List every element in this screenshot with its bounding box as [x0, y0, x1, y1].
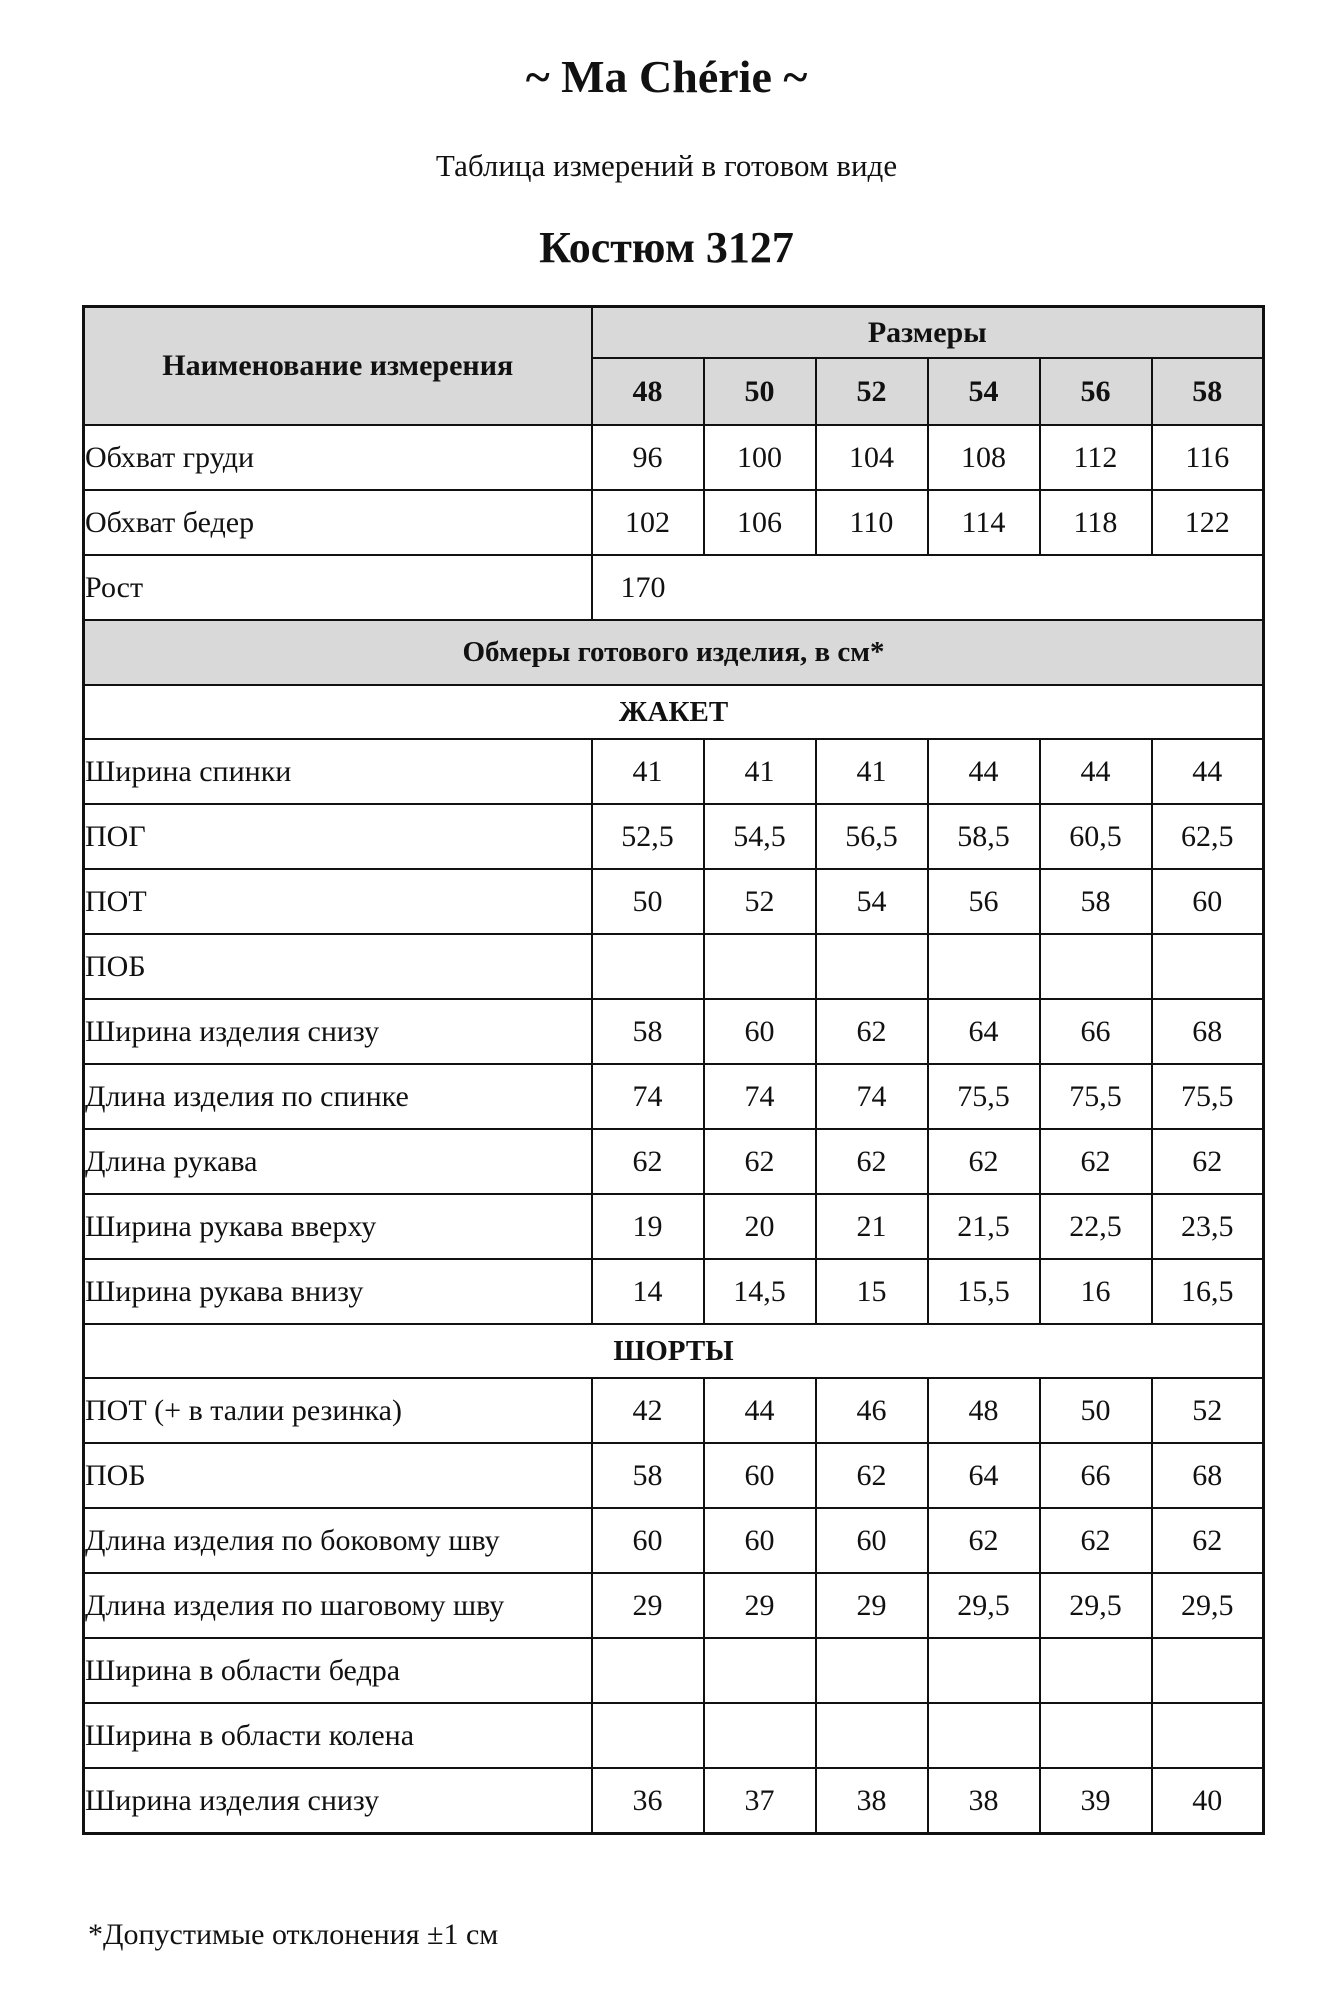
- cell-value: [1152, 934, 1264, 999]
- section-header-row: [84, 620, 1264, 685]
- cell-value: 75,5: [1152, 1064, 1264, 1129]
- cell-value: 21,5: [928, 1194, 1040, 1259]
- cell-value: 62: [928, 1508, 1040, 1573]
- row-label: ПОТ: [84, 869, 592, 934]
- table-row: [84, 1259, 1264, 1324]
- table-row: [84, 1378, 1264, 1443]
- size-header: 58: [1152, 358, 1264, 425]
- cell-value: 60: [1152, 869, 1264, 934]
- brand-title: ~ Ma Chérie ~: [525, 51, 808, 102]
- cell-value: 44: [704, 1378, 816, 1443]
- cell-value: 42: [592, 1378, 704, 1443]
- cell-value: 114: [928, 490, 1040, 555]
- cell-value: 62: [1152, 1508, 1264, 1573]
- footnote: *Допустимые отклонения ±1 см: [88, 1918, 499, 1951]
- cell-value: 23,5: [1152, 1194, 1264, 1259]
- cell-value: 108: [928, 425, 1040, 490]
- row-label: ПОБ: [84, 934, 592, 999]
- group-header-row: [84, 685, 1264, 739]
- cell-value: 29: [704, 1573, 816, 1638]
- row-label: Ширина рукава внизу: [84, 1259, 592, 1324]
- cell-value: 29: [816, 1573, 928, 1638]
- cell-value: 60: [704, 1508, 816, 1573]
- cell-value: 60: [704, 999, 816, 1064]
- cell-value: [816, 934, 928, 999]
- cell-value: 14,5: [704, 1259, 816, 1324]
- size-chart-table: [82, 305, 1265, 1835]
- cell-value: 74: [704, 1064, 816, 1129]
- shorts-rows: [84, 1378, 1264, 1834]
- cell-value: 60: [592, 1508, 704, 1573]
- cell-value: 74: [816, 1064, 928, 1129]
- cell-value: [928, 934, 1040, 999]
- cell-value: 66: [1040, 1443, 1152, 1508]
- cell-value: 102: [592, 490, 704, 555]
- cell-value: [1152, 1638, 1264, 1703]
- cell-value: [816, 1703, 928, 1768]
- document-subtitle: Таблица измерений в готовом виде: [435, 148, 898, 183]
- cell-value: 62: [1040, 1508, 1152, 1573]
- row-label: Длина изделия по шаговому шву: [84, 1573, 592, 1638]
- cell-value: 44: [1152, 739, 1264, 804]
- cell-value: 62,5: [1152, 804, 1264, 869]
- table-row: [84, 999, 1264, 1064]
- cell-value: 62: [816, 999, 928, 1064]
- cell-value: [704, 934, 816, 999]
- group-header-row: [84, 1324, 1264, 1378]
- cell-value: 62: [1152, 1129, 1264, 1194]
- table-row: [84, 1129, 1264, 1194]
- cell-value: 52: [704, 869, 816, 934]
- cell-value: 62: [1040, 1129, 1152, 1194]
- cell-value: 56: [928, 869, 1040, 934]
- sizes-group-header: Размеры: [592, 307, 1264, 359]
- cell-value: 62: [928, 1129, 1040, 1194]
- cell-value: [1040, 1703, 1152, 1768]
- cell-value: 48: [928, 1378, 1040, 1443]
- cell-value: [928, 1638, 1040, 1703]
- cell-value: 104: [816, 425, 928, 490]
- cell-value: [592, 1703, 704, 1768]
- cell-value: 122: [1152, 490, 1264, 555]
- cell-value: 15,5: [928, 1259, 1040, 1324]
- cell-value: 68: [1152, 999, 1264, 1064]
- cell-value: 41: [704, 739, 816, 804]
- cell-value: 62: [704, 1129, 816, 1194]
- table-row: [84, 804, 1264, 869]
- size-header: 48: [592, 358, 704, 425]
- header-row-top: [84, 307, 1264, 359]
- row-label: Ширина в области бедра: [84, 1638, 592, 1703]
- row-label: Ширина в области колена: [84, 1703, 592, 1768]
- row-label: Ширина изделия снизу: [84, 999, 592, 1064]
- row-label: Длина изделия по спинке: [84, 1064, 592, 1129]
- measurement-name-header: Наименование измерения: [84, 307, 592, 426]
- cell-value: 74: [592, 1064, 704, 1129]
- row-label: ПОБ: [84, 1443, 592, 1508]
- cell-value: 44: [1040, 739, 1152, 804]
- cell-value: 46: [816, 1378, 928, 1443]
- cell-value: 36: [592, 1768, 704, 1834]
- cell-value: 56,5: [816, 804, 928, 869]
- cell-value: 58: [1040, 869, 1152, 934]
- cell-value: 29,5: [1152, 1573, 1264, 1638]
- cell-value: 64: [928, 999, 1040, 1064]
- cell-value: 16,5: [1152, 1259, 1264, 1324]
- cell-value: 22,5: [1040, 1194, 1152, 1259]
- cell-value: [1152, 1703, 1264, 1768]
- cell-value: 106: [704, 490, 816, 555]
- cell-value: 68: [1152, 1443, 1264, 1508]
- cell-value: [592, 934, 704, 999]
- cell-value: 54,5: [704, 804, 816, 869]
- cell-value: 112: [1040, 425, 1152, 490]
- table-row: [84, 1768, 1264, 1834]
- cell-value: 19: [592, 1194, 704, 1259]
- cell-value: 58: [592, 1443, 704, 1508]
- cell-value: 39: [1040, 1768, 1152, 1834]
- cell-value: 29: [592, 1573, 704, 1638]
- shorts-group-title: ШОРТЫ: [84, 1324, 1264, 1378]
- table-row: [84, 490, 1264, 555]
- row-label: Обхват бедер: [84, 490, 592, 555]
- cell-value: 60: [816, 1508, 928, 1573]
- cell-value: 38: [928, 1768, 1040, 1834]
- table-row: [84, 739, 1264, 804]
- jacket-rows: [84, 739, 1264, 1324]
- table-row: [84, 1443, 1264, 1508]
- cell-value: 15: [816, 1259, 928, 1324]
- cell-value: 58: [592, 999, 704, 1064]
- size-header: 50: [704, 358, 816, 425]
- cell-value: 60,5: [1040, 804, 1152, 869]
- size-header: 54: [928, 358, 1040, 425]
- size-header: 52: [816, 358, 928, 425]
- row-label: Длина рукава: [84, 1129, 592, 1194]
- row-label: Ширина спинки: [84, 739, 592, 804]
- cell-value: 96: [592, 425, 704, 490]
- cell-value: 62: [816, 1129, 928, 1194]
- cell-value: 50: [592, 869, 704, 934]
- table-row: [84, 1194, 1264, 1259]
- cell-value: 52: [1152, 1378, 1264, 1443]
- cell-value: 75,5: [928, 1064, 1040, 1129]
- size-header: 56: [1040, 358, 1152, 425]
- cell-value: 41: [592, 739, 704, 804]
- section-title: Обмеры готового изделия, в см*: [84, 620, 1264, 685]
- row-label: ПОТ (+ в талии резинка): [84, 1378, 592, 1443]
- cell-value: [592, 1638, 704, 1703]
- cell-value: 54: [816, 869, 928, 934]
- table-row: [84, 1638, 1264, 1703]
- cell-value: 75,5: [1040, 1064, 1152, 1129]
- row-label: Обхват груди: [84, 425, 592, 490]
- table-row: [84, 425, 1264, 490]
- cell-value: 38: [816, 1768, 928, 1834]
- table-row: [84, 1508, 1264, 1573]
- row-label: ПОГ: [84, 804, 592, 869]
- cell-value: 100: [704, 425, 816, 490]
- row-label: Рост: [84, 555, 592, 620]
- cell-value: 118: [1040, 490, 1152, 555]
- height-value: 170: [592, 555, 1264, 620]
- table-row: [84, 1064, 1264, 1129]
- cell-value: [928, 1703, 1040, 1768]
- cell-value: [1040, 934, 1152, 999]
- table-row: [84, 869, 1264, 934]
- cell-value: 116: [1152, 425, 1264, 490]
- table-row: [84, 1703, 1264, 1768]
- cell-value: [816, 1638, 928, 1703]
- cell-value: 29,5: [1040, 1573, 1152, 1638]
- cell-value: [1040, 1638, 1152, 1703]
- cell-value: 41: [816, 739, 928, 804]
- cell-value: 40: [1152, 1768, 1264, 1834]
- cell-value: 20: [704, 1194, 816, 1259]
- row-label: Ширина рукава вверху: [84, 1194, 592, 1259]
- row-label: Длина изделия по боковому шву: [84, 1508, 592, 1573]
- cell-value: 64: [928, 1443, 1040, 1508]
- cell-value: 62: [816, 1443, 928, 1508]
- cell-value: 29,5: [928, 1573, 1040, 1638]
- cell-value: 50: [1040, 1378, 1152, 1443]
- cell-value: [704, 1638, 816, 1703]
- product-title: Костюм 3127: [539, 223, 794, 272]
- cell-value: 62: [592, 1129, 704, 1194]
- row-label: Ширина изделия снизу: [84, 1768, 592, 1834]
- cell-value: 60: [704, 1443, 816, 1508]
- cell-value: 66: [1040, 999, 1152, 1064]
- cell-value: 37: [704, 1768, 816, 1834]
- cell-value: 16: [1040, 1259, 1152, 1324]
- table-row: [84, 934, 1264, 999]
- cell-value: [704, 1703, 816, 1768]
- jacket-group-title: ЖАКЕТ: [84, 685, 1264, 739]
- cell-value: 110: [816, 490, 928, 555]
- cell-value: 14: [592, 1259, 704, 1324]
- cell-value: 52,5: [592, 804, 704, 869]
- cell-value: 58,5: [928, 804, 1040, 869]
- height-row: [84, 555, 1264, 620]
- cell-value: 44: [928, 739, 1040, 804]
- table-row: [84, 1573, 1264, 1638]
- cell-value: 21: [816, 1194, 928, 1259]
